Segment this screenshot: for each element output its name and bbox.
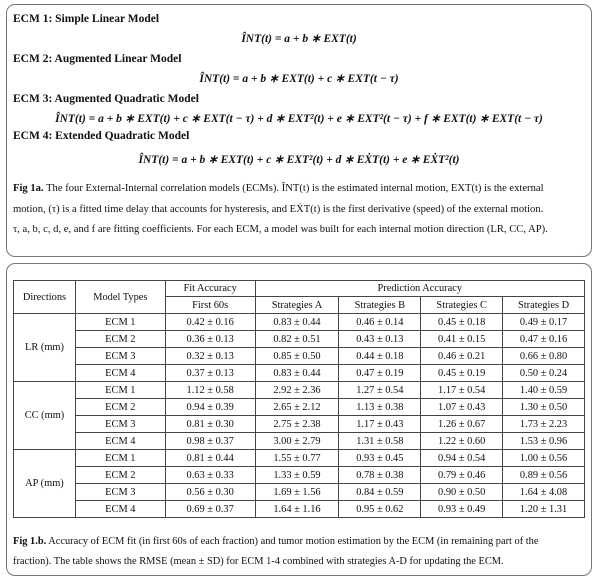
model-cell: ECM 4 [75, 365, 165, 382]
strategy-a-cell: 0.83 ± 0.44 [255, 365, 339, 382]
strategy-d-cell: 0.50 ± 0.24 [503, 365, 585, 382]
model-cell: ECM 2 [75, 399, 165, 416]
strategy-a-cell: 1.33 ± 0.59 [255, 467, 339, 484]
strategy-b-cell: 1.31 ± 0.58 [339, 433, 421, 450]
strategy-d-cell: 0.49 ± 0.17 [503, 314, 585, 331]
header-strategy-b: Strategies B [339, 297, 421, 314]
strategy-c-cell: 0.90 ± 0.50 [421, 484, 503, 501]
strategy-b-cell: 0.44 ± 0.18 [339, 348, 421, 365]
strategy-a-cell: 0.82 ± 0.51 [255, 331, 339, 348]
fit-cell: 0.98 ± 0.37 [165, 433, 255, 450]
model-cell: ECM 2 [75, 467, 165, 484]
fig1b-label: Fig 1.b. [13, 536, 47, 547]
table-row [14, 484, 585, 501]
fig1b-caption-line2: fraction). The table shows the RMSE (mean ± SD) for ECM 1-4 combined with strategies A-D for updating the ECM. [13, 556, 504, 567]
table-row [14, 365, 585, 382]
table-row [14, 467, 585, 484]
strategy-a-cell: 2.92 ± 2.36 [255, 382, 339, 399]
strategy-b-cell: 1.27 ± 0.54 [339, 382, 421, 399]
strategy-a-cell: 0.83 ± 0.44 [255, 314, 339, 331]
strategy-a-cell: 3.00 ± 2.79 [255, 433, 339, 450]
strategy-b-cell: 1.13 ± 0.38 [339, 399, 421, 416]
model-cell: ECM 2 [75, 331, 165, 348]
header-first-60s: First 60s [165, 297, 255, 314]
fig1a-caption-line2: motion, (τ) is a fitted time delay that accounts for hysteresis, and EẊT(t) is the first derivative (speed) of the external motion. [13, 203, 544, 215]
fit-cell: 0.37 ± 0.13 [165, 365, 255, 382]
ecm1-title: ECM 1: Simple Linear Model [13, 13, 160, 25]
direction-cell: AP (mm) [14, 450, 76, 518]
rmse-table [13, 280, 585, 518]
table-row [14, 314, 585, 331]
fit-cell: 0.81 ± 0.44 [165, 450, 255, 467]
strategy-d-cell: 1.20 ± 1.31 [503, 501, 585, 518]
strategy-a-cell: 2.75 ± 2.38 [255, 416, 339, 433]
table-row [14, 348, 585, 365]
strategy-b-cell: 0.43 ± 0.13 [339, 331, 421, 348]
fig1b-caption [13, 532, 585, 572]
header-strategy-c: Strategies C [421, 297, 503, 314]
strategy-d-cell: 1.73 ± 2.23 [503, 416, 585, 433]
fit-cell: 0.63 ± 0.33 [165, 467, 255, 484]
strategy-c-cell: 0.45 ± 0.19 [421, 365, 503, 382]
header-directions: Directions [14, 281, 76, 314]
strategy-d-cell: 1.30 ± 0.50 [503, 399, 585, 416]
strategy-b-cell: 0.46 ± 0.14 [339, 314, 421, 331]
table-row [14, 331, 585, 348]
strategy-b-cell: 0.84 ± 0.59 [339, 484, 421, 501]
strategy-d-cell: 1.40 ± 0.59 [503, 382, 585, 399]
strategy-b-cell: 1.17 ± 0.43 [339, 416, 421, 433]
strategy-a-cell: 1.64 ± 1.16 [255, 501, 339, 518]
strategy-c-cell: 0.46 ± 0.21 [421, 348, 503, 365]
fig1a-label: Fig 1a. [13, 183, 44, 194]
strategy-c-cell: 1.17 ± 0.54 [421, 382, 503, 399]
model-cell: ECM 3 [75, 348, 165, 365]
strategy-c-cell: 0.41 ± 0.15 [421, 331, 503, 348]
fig1a-caption [13, 179, 585, 241]
strategy-d-cell: 0.66 ± 0.80 [503, 348, 585, 365]
fit-cell: 0.69 ± 0.37 [165, 501, 255, 518]
strategy-b-cell: 0.95 ± 0.62 [339, 501, 421, 518]
model-cell: ECM 1 [75, 314, 165, 331]
strategy-d-cell: 0.47 ± 0.16 [503, 331, 585, 348]
strategy-d-cell: 0.89 ± 0.56 [503, 467, 585, 484]
strategy-d-cell: 1.53 ± 0.96 [503, 433, 585, 450]
table-row [14, 433, 585, 450]
ecm1-equation: ÎNT(t) = a + b ∗ EXT(t) [241, 33, 357, 45]
header-fit-accuracy: Fit Accuracy [165, 281, 255, 297]
models-panel [6, 4, 592, 257]
model-cell: ECM 1 [75, 382, 165, 399]
strategy-c-cell: 1.22 ± 0.60 [421, 433, 503, 450]
strategy-a-cell: 2.65 ± 2.12 [255, 399, 339, 416]
direction-cell: LR (mm) [14, 314, 76, 382]
header-strategy-d: Strategies D [503, 297, 585, 314]
table-row [14, 399, 585, 416]
fit-cell: 0.32 ± 0.13 [165, 348, 255, 365]
ecm2-title: ECM 2: Augmented Linear Model [13, 53, 182, 65]
model-cell: ECM 3 [75, 416, 165, 433]
ecm4-equation: ÎNT(t) = a + b ∗ EXT(t) + c ∗ EXT²(t) + d ∗ EẊT(t) + e ∗ EẊT²(t) [138, 154, 460, 166]
table-row [14, 450, 585, 467]
fit-cell: 0.36 ± 0.13 [165, 331, 255, 348]
strategy-b-cell: 0.78 ± 0.38 [339, 467, 421, 484]
strategy-a-cell: 1.69 ± 1.56 [255, 484, 339, 501]
strategy-c-cell: 0.93 ± 0.49 [421, 501, 503, 518]
strategy-a-cell: 0.85 ± 0.50 [255, 348, 339, 365]
strategy-c-cell: 0.94 ± 0.54 [421, 450, 503, 467]
header-strategy-a: Strategies A [255, 297, 339, 314]
ecm2-equation: ÎNT(t) = a + b ∗ EXT(t) + c ∗ EXT(t − τ) [199, 73, 399, 85]
table-row [14, 382, 585, 399]
strategy-b-cell: 0.93 ± 0.45 [339, 450, 421, 467]
model-cell: ECM 4 [75, 501, 165, 518]
fig1a-caption-line3: τ, a, b, c, d, e, and f are fitting coefficients. For each ECM, a model was built for each internal motion direction (LR, CC, AP). [13, 224, 548, 235]
table-row [14, 416, 585, 433]
model-cell: ECM 3 [75, 484, 165, 501]
fit-cell: 0.81 ± 0.30 [165, 416, 255, 433]
strategy-c-cell: 1.07 ± 0.43 [421, 399, 503, 416]
ecm3-equation: ÎNT(t) = a + b ∗ EXT(t) + c ∗ EXT(t − τ) + d ∗ EXT²(t) + e ∗ EXT²(t − τ) + f ∗ EXT(t) ∗ EXT(t − τ) [55, 113, 543, 125]
ecm3-title: ECM 3: Augmented Quadratic Model [13, 93, 199, 105]
direction-cell: CC (mm) [14, 382, 76, 450]
strategy-a-cell: 1.55 ± 0.77 [255, 450, 339, 467]
fit-cell: 0.42 ± 0.16 [165, 314, 255, 331]
fit-cell: 1.12 ± 0.58 [165, 382, 255, 399]
header-model-types: Model Types [75, 281, 165, 314]
model-cell: ECM 1 [75, 450, 165, 467]
model-cell: ECM 4 [75, 433, 165, 450]
strategy-c-cell: 0.45 ± 0.18 [421, 314, 503, 331]
fit-cell: 0.56 ± 0.30 [165, 484, 255, 501]
fig1b-caption-line1: Accuracy of ECM fit (in first 60s of each fraction) and tumor motion estimation by the ECM (in remaining part of the [48, 536, 539, 547]
strategy-d-cell: 1.64 ± 4.08 [503, 484, 585, 501]
strategy-d-cell: 1.00 ± 0.56 [503, 450, 585, 467]
strategy-c-cell: 1.26 ± 0.67 [421, 416, 503, 433]
strategy-b-cell: 0.47 ± 0.19 [339, 365, 421, 382]
ecm4-title: ECM 4: Extended Quadratic Model [13, 130, 190, 142]
header-prediction-accuracy: Prediction Accuracy [255, 281, 584, 297]
fig1a-caption-line1: The four External-Internal correlation models (ECMs). ÎNT(t) is the estimated internal motion, EXT(t) is the external [46, 183, 544, 194]
fit-cell: 0.94 ± 0.39 [165, 399, 255, 416]
table-row [14, 501, 585, 518]
strategy-c-cell: 0.79 ± 0.46 [421, 467, 503, 484]
results-panel [6, 263, 592, 576]
